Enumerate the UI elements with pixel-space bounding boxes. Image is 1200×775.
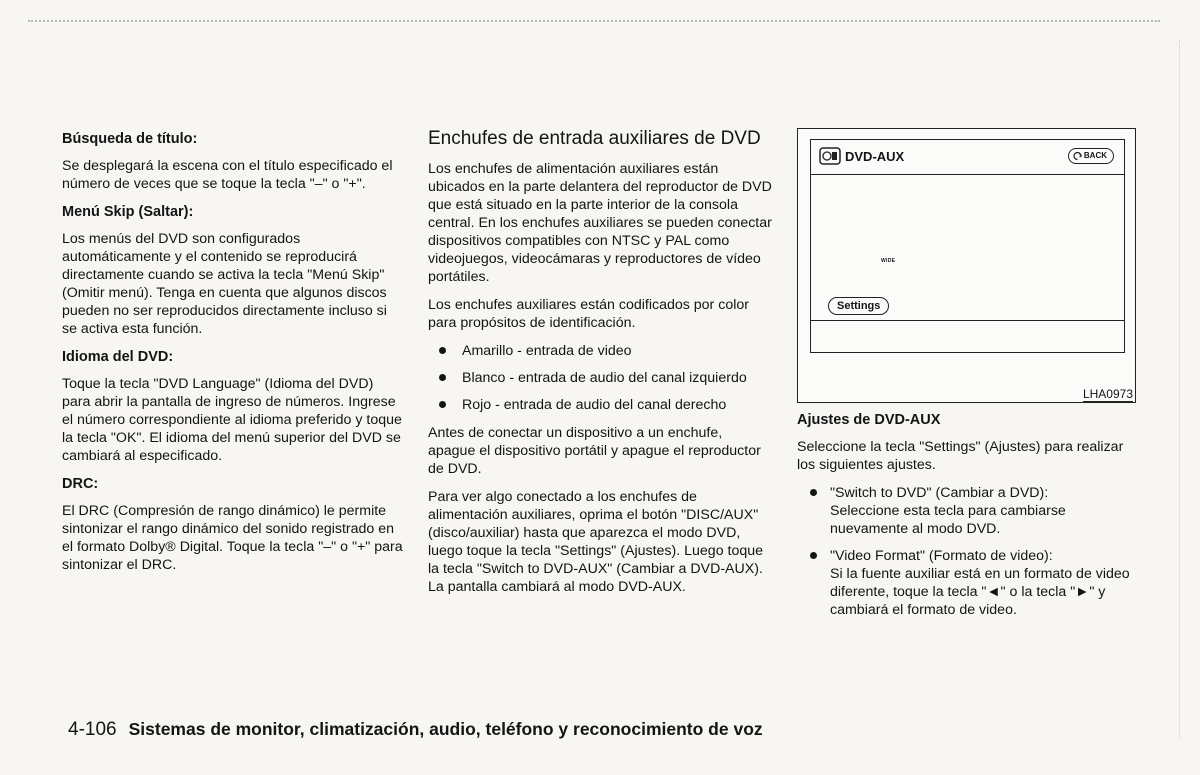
dvd-aux-figure bbox=[797, 128, 1136, 403]
back-button bbox=[1068, 148, 1114, 164]
bullet-icon bbox=[439, 374, 446, 381]
list-item bbox=[428, 369, 773, 387]
bullet-icon bbox=[439, 347, 446, 354]
text-part: Si la fuente auxiliar está en un formato de video diferente, toque la tecla " bbox=[830, 566, 1130, 600]
color-list bbox=[428, 342, 773, 414]
list-item-text: Amarillo - entrada de video bbox=[462, 343, 632, 359]
chapter-title: Sistemas de monitor, climatización, audio, teléfono y reconocimiento de voz bbox=[128, 719, 763, 739]
section-title-menu-skip: Menú Skip (Saltar): bbox=[62, 204, 194, 220]
bullet-icon bbox=[810, 552, 817, 559]
section-title-idioma: Idioma del DVD: bbox=[62, 349, 174, 365]
column-middle bbox=[428, 128, 773, 606]
screen-title: DVD-AUX bbox=[845, 149, 905, 164]
right-arrow-icon: ► bbox=[1075, 584, 1090, 600]
settings-button: Settings bbox=[828, 297, 889, 315]
list-item bbox=[428, 396, 773, 414]
paragraph-ubicacion: Los enchufes de alimentación auxiliares están ubicados en la parte delantera del reproductor de DVD que está situado en la parte interior de la consola central. En los enchufes auxiliares se pueden conectar dispositivos compatibles con NTSC y PAL como videojuegos, videocámaras y reproductores de vídeo portátiles. bbox=[428, 161, 772, 285]
back-label: BACK bbox=[1083, 151, 1107, 160]
section-text-idioma: Toque la tecla "DVD Language" (Idioma del DVD) para abrir la pantalla de ingreso de números. Ingrese el número correspondiente al idioma preferido y toque la tecla "OK". El idioma del menú superior del DVD se cambiará al especificado. bbox=[62, 376, 402, 464]
section-text-menu-skip: Los menús del DVD son configurados automáticamente y el contenido se reproducirá directamente cuando se activa la tecla "Menú Skip" (Omitir menú). Tenga en cuenta que algunos discos pueden no ser reproducidos directamente incluso si se activa esta función. bbox=[62, 231, 387, 337]
list-item-head: "Video Format" (Formato de video): bbox=[830, 548, 1053, 564]
list-item bbox=[797, 547, 1140, 619]
list-item-text: Blanco - entrada de audio del canal izquierdo bbox=[462, 370, 747, 386]
settings-list bbox=[797, 484, 1140, 619]
section-text-busqueda: Se desplegará la escena con el título especificado el número de veces que se toque la tecla "–" o "+". bbox=[62, 158, 393, 192]
screen-illustration bbox=[810, 139, 1125, 353]
section-text-drc: El DRC (Compresión de rango dinámico) le permite sintonizar el rango dinámico del sonido registrado en el formato Dolby® Digital. Toque la tecla "–" o "+" para sintonizar el DRC. bbox=[62, 503, 403, 573]
paragraph-ajustes-intro: Seleccione la tecla "Settings" (Ajustes) para realizar los siguientes ajustes. bbox=[797, 439, 1124, 473]
list-item bbox=[797, 484, 1140, 538]
page-footer bbox=[68, 717, 763, 742]
text-part: " y cambiará el formato de video. bbox=[830, 584, 1106, 618]
wide-label: WIDE bbox=[881, 258, 896, 264]
list-item-text bbox=[830, 566, 1130, 618]
left-arrow-icon: ◄ bbox=[986, 584, 1001, 600]
top-rule bbox=[28, 20, 1160, 22]
screen-footer-rule bbox=[811, 320, 1124, 321]
back-arrow-icon bbox=[1073, 152, 1082, 160]
list-item-text: Rojo - entrada de audio del canal derecho bbox=[462, 397, 727, 413]
column-right bbox=[797, 128, 1140, 629]
section-title-drc: DRC: bbox=[62, 476, 99, 492]
section-title-busqueda: Búsqueda de título: bbox=[62, 131, 198, 147]
list-item-text: Seleccione esta tecla para cambiarse nuevamente al modo DVD. bbox=[830, 503, 1066, 537]
text-part: " o la tecla " bbox=[1000, 584, 1076, 600]
list-item bbox=[428, 342, 773, 360]
section-title-ajustes: Ajustes de DVD-AUX bbox=[797, 412, 941, 428]
paragraph-antes: Antes de conectar un dispositivo a un enchufe, apague el dispositivo portátil y apague el reproductor de DVD. bbox=[428, 425, 761, 477]
dvd-aux-icon bbox=[819, 147, 841, 165]
scan-edge bbox=[1167, 40, 1180, 740]
bullet-icon bbox=[810, 489, 817, 496]
list-item-head: "Switch to DVD" (Cambiar a DVD): bbox=[830, 485, 1049, 501]
section-heading-enchufes: Enchufes de entrada auxiliares de DVD bbox=[428, 128, 761, 149]
paragraph-codificados: Los enchufes auxiliares están codificados por color para propósitos de identificación. bbox=[428, 297, 749, 331]
screen-header bbox=[811, 140, 1124, 175]
bullet-icon bbox=[439, 401, 446, 408]
paragraph-para-ver: Para ver algo conectado a los enchufes de alimentación auxiliares, oprima el botón "DISC/AUX" (disco/auxiliar) hasta que aparezca el modo DVD, luego toque la tecla "Settings" (Ajustes). Luego toque la tecla "Switch to DVD-AUX" (Cambiar a DVD-AUX). La pantalla cambiará al modo DVD-AUX. bbox=[428, 489, 764, 595]
column-left bbox=[62, 130, 405, 584]
figure-id: LHA0973 bbox=[1082, 387, 1133, 401]
page-number: 4-106 bbox=[68, 719, 117, 740]
